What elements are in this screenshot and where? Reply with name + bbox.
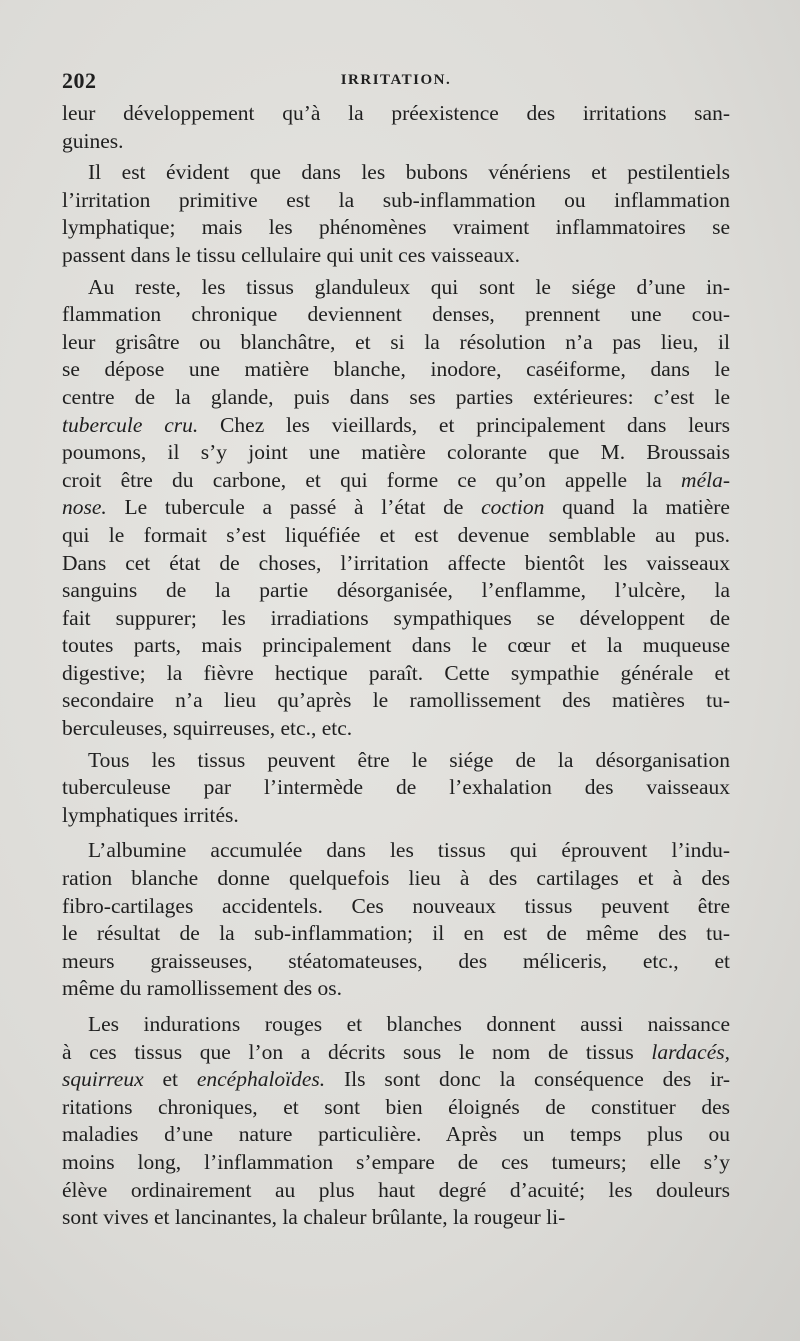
text-run: même du ramollissement des os.: [62, 976, 343, 1001]
text-run: toutes parts, mais principalement dans le cœur et la muqueuse: [62, 633, 730, 658]
paragraph: [62, 274, 730, 743]
text-run: lymphatique; mais les phénomènes vraiment inflammatoires se: [62, 215, 730, 240]
text-run: leur grisâtre ou blanchâtre, et si la résolution n’a pas lieu, il: [62, 329, 730, 354]
text-run: se dépose une matière blanche, inodore, caséiforme, dans le: [62, 357, 730, 382]
text-run: sont vives et lancinantes, la chaleur brûlante, la rougeur li-: [62, 1205, 566, 1230]
text-run: Il est évident que dans les bubons vénériens et pestilentiels: [88, 160, 730, 185]
text-line: [62, 242, 730, 270]
text-line: [62, 329, 730, 357]
text-run: qui le formait s’est liquéfiée et est devenue semblable au pus.: [62, 522, 730, 547]
text-run: fibro-cartilages accidentels. Ces nouveaux tissus peuvent être: [62, 893, 730, 918]
text-run: quand la matière: [544, 495, 730, 520]
text-line: [62, 1177, 730, 1205]
text-run: le résultat de la sub-inflammation; il en est de même des tu-: [62, 921, 730, 946]
text-line: [62, 128, 730, 156]
italic-text: encéphaloïdes.: [196, 1067, 326, 1092]
text-line: [62, 747, 730, 775]
paragraph-gap: [62, 1003, 730, 1011]
text-run: L’albumine accumulée dans les tissus qui éprouvent l’indu-: [88, 838, 730, 863]
text-line: [62, 1149, 730, 1177]
paragraph: [62, 100, 730, 155]
text-run: Dans cet état de choses, l’irritation affecte bientôt les vaisseaux: [62, 550, 730, 575]
body-text: [62, 100, 730, 1232]
text-line: [62, 948, 730, 976]
text-line: [62, 301, 730, 329]
text-run: sanguins de la partie désorganisée, l’enflamme, l’ulcère, la: [62, 578, 730, 603]
paragraph: [62, 1011, 730, 1232]
text-run: Le tubercule a passé à l’état de: [106, 495, 482, 520]
text-line: [62, 605, 730, 633]
text-line: [62, 774, 730, 802]
text-run: moins long, l’inflammation s’empare de ces tumeurs; elle s’y: [62, 1149, 730, 1174]
text-line: [62, 1204, 730, 1232]
text-run: à ces tissus que l’on a décrits sous le nom de tissus: [62, 1039, 652, 1064]
text-run: secondaire n’a lieu qu’après le ramollissement des matières tu-: [62, 688, 730, 713]
text-line: [62, 274, 730, 302]
paragraph: [62, 837, 730, 1003]
text-line: [62, 975, 730, 1003]
italic-text: lardacés,: [651, 1039, 730, 1064]
text-line: [62, 1039, 730, 1067]
text-run: ration blanche donne quelquefois lieu à des cartilages et à des: [62, 866, 730, 891]
text-line: [62, 577, 730, 605]
text-run: digestive; la fièvre hectique paraît. Cette sympathie générale et: [62, 660, 730, 685]
italic-text: coction: [481, 495, 545, 520]
text-run: tuberculeuse par l’intermède de l’exhalation des vaisseaux: [62, 775, 730, 800]
text-run: lymphatiques irrités.: [62, 802, 239, 827]
paragraph-gap: [62, 829, 730, 837]
text-line: [62, 494, 730, 522]
text-run: et: [143, 1067, 197, 1092]
text-run: leur développement qu’à la préexistence des irritations san-: [62, 101, 730, 125]
text-run: Tous les tissus peuvent être le siége de la désorganisation: [88, 747, 730, 772]
text-line: [62, 214, 730, 242]
text-run: poumons, il s’y joint une matière colorante que M. Broussais: [62, 440, 730, 465]
text-line: [62, 356, 730, 384]
text-run: croit être du carbone, et qui forme ce qu’on appelle la: [62, 467, 682, 492]
paragraph: [62, 747, 730, 830]
page-number: 202: [62, 68, 97, 93]
text-run: élève ordinairement au plus haut degré d’acuité; les douleurs: [62, 1177, 730, 1202]
text-line: [62, 837, 730, 865]
text-line: [62, 920, 730, 948]
text-line: [62, 550, 730, 578]
italic-text: méla-: [681, 467, 730, 492]
text-line: [62, 893, 730, 921]
text-line: [62, 187, 730, 215]
text-run: berculeuses, squirreuses, etc., etc.: [62, 716, 353, 741]
text-line: [62, 100, 730, 128]
text-run: guines.: [62, 128, 124, 153]
italic-text: nose.: [62, 495, 107, 520]
text-run: maladies d’une nature particulière. Après un temps plus ou: [62, 1122, 730, 1147]
text-run: centre de la glande, puis dans ses parties extérieures: c’est le: [62, 384, 730, 409]
running-title: IRRITATION.: [340, 72, 452, 88]
text-line: [62, 802, 730, 830]
text-run: Au reste, les tissus glanduleux qui sont le siége d’une in-: [88, 274, 730, 299]
text-run: flammation chronique deviennent denses, prennent une cou-: [62, 302, 730, 327]
text-run: fait suppurer; les irradiations sympathiques se développent de: [62, 605, 730, 630]
text-line: [62, 660, 730, 688]
paragraph: [62, 159, 730, 269]
text-line: [62, 159, 730, 187]
text-run: Ils sont donc la conséquence des ir-: [325, 1067, 730, 1092]
text-line: [62, 467, 730, 495]
text-line: [62, 412, 730, 440]
text-line: [62, 1066, 730, 1094]
text-run: meurs graisseuses, stéatomateuses, des méliceris, etc., et: [62, 948, 730, 973]
text-line: [62, 522, 730, 550]
page-header: [62, 68, 730, 96]
text-line: [62, 632, 730, 660]
italic-text: tubercule cru.: [62, 412, 199, 437]
text-run: ritations chroniques, et sont bien éloignés de constituer des: [62, 1094, 730, 1119]
text-line: [62, 1121, 730, 1149]
text-line: [62, 687, 730, 715]
text-run: Chez les vieillards, et principalement dans leurs: [198, 412, 731, 437]
italic-text: squirreux: [62, 1067, 144, 1092]
text-run: passent dans le tissu cellulaire qui unit ces vaisseaux.: [62, 242, 520, 267]
text-line: [62, 1011, 730, 1039]
text-line: [62, 384, 730, 412]
text-line: [62, 715, 730, 743]
text-run: l’irritation primitive est la sub-inflammation ou inflammation: [62, 187, 730, 212]
text-line: [62, 865, 730, 893]
text-run: Les indurations rouges et blanches donnent aussi naissance: [88, 1012, 730, 1036]
text-line: [62, 439, 730, 467]
text-line: [62, 1094, 730, 1122]
